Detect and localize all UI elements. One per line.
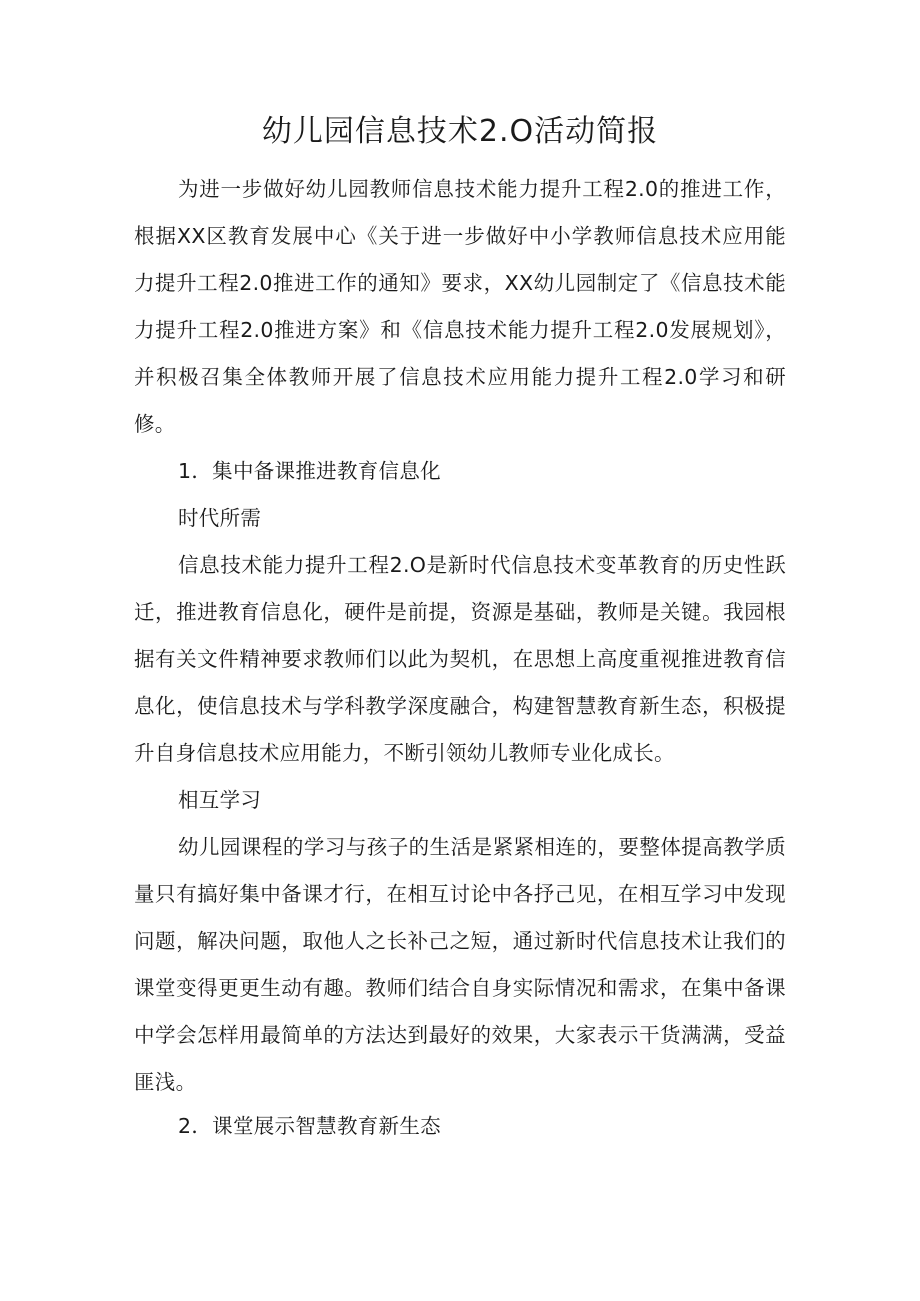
- section-2-heading: 2．课堂展示智慧教育新生态: [178, 1114, 441, 1138]
- section-1-heading: 1．集中备课推进教育信息化: [178, 459, 441, 483]
- era-paragraph: 信息技术能力提升工程2.O是新时代信息技术变革教育的历史性跃迁，推进教育信息化，硬件是前提，资源是基础，教师是关键。我园根据有关文件精神要求教师们以此为契机，在思想上高度重视推进教育信息化，使信息技术与学科教学深度融合，构建智慧教育新生态，积极提升自身信息技术应用能力，不断引领幼儿教师专业化成长。: [134, 553, 786, 765]
- subheading-era: 时代所需: [178, 506, 262, 530]
- document-body: [134, 166, 786, 1146]
- subheading-mutual-learning: 相互学习: [178, 788, 262, 812]
- document-title: 幼儿园信息技术2.O活动简报: [261, 114, 659, 149]
- intro-paragraph: 为进一步做好幼儿园教师信息技术能力提升工程2.0的推进工作，根据XX区教育发展中心《关于进一步做好中小学教师信息技术应用能力提升工程2.0推进工作的通知》要求，XX幼儿园制定了《信息技术能力提升工程2.0推进方案》和《信息技术能力提升工程2.0发展规划》，并积极召集全体教师开展了信息技术应用能力提升工程2.0学习和研修。: [134, 177, 786, 436]
- mutual-learning-paragraph: 幼儿园课程的学习与孩子的生活是紧紧相连的，要整体提高教学质量只有搞好集中备课才行，在相互讨论中各抒己见，在相互学习中发现问题，解决问题，取他人之长补己之短，通过新时代信息技术让我们的课堂变得更更生动有趣。教师们结合自身实际情况和需求，在集中备课中学会怎样用最简单的方法达到最好的效果，大家表示干货满满，受益匪浅。: [134, 835, 786, 1094]
